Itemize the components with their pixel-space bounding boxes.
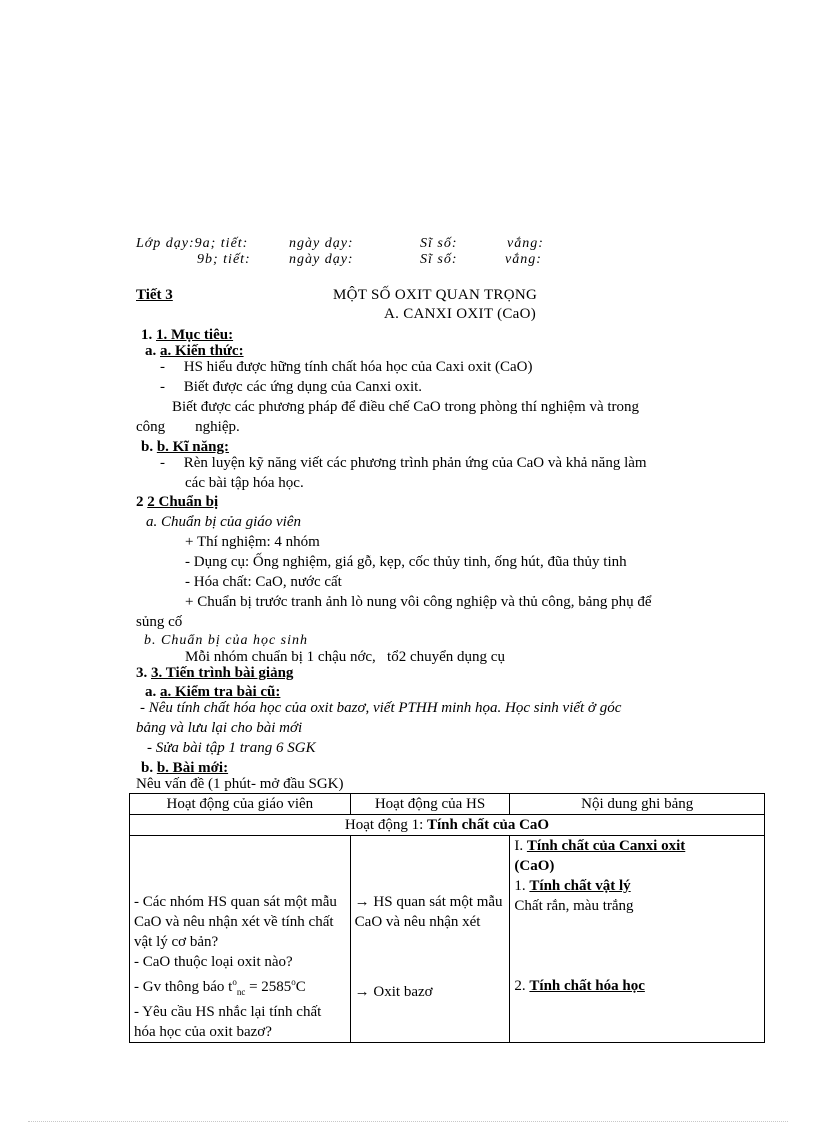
col-header-student: Hoạt động của HS	[350, 794, 510, 815]
skills-text-1: Rèn luyện kỹ năng viết các phương trình phản ứng của CaO và khả năng làm	[183, 455, 647, 471]
teacher-line: - Các nhóm HS quan sát một mẫu CaO và nêu nhận xét về tính chất vật lý cơ bản?	[134, 894, 337, 950]
board-chem	[514, 976, 760, 996]
teacher-prep-cont: sủng cố	[136, 614, 183, 630]
header-class-1: Lớp dạy:9a; tiết:	[136, 236, 249, 251]
process-heading-text: 3. Tiến trình bài giảng	[151, 665, 294, 681]
teacher-line: - Yêu cầu HS nhắc lại tính chất hóa học của oxit bazơ?	[134, 1004, 322, 1040]
page-bottom-divider	[28, 1121, 788, 1122]
header-absent-1: vắng:	[507, 236, 544, 251]
gv-sub: nc	[236, 987, 246, 997]
activity-prefix: Hoạt động 1:	[344, 817, 427, 833]
lesson-period: Tiết 3	[136, 287, 173, 303]
student-line: → HS quan sát một mẫu CaO và nêu nhận xét	[354, 894, 503, 930]
gv-prefix: - Gv thông báo t	[134, 979, 233, 995]
teacher-prep-item: + Thí nghiệm: 4 nhóm	[185, 534, 320, 550]
lesson-subtitle: A. CANXI OXIT (CaO)	[384, 306, 537, 322]
board-phys	[514, 876, 760, 896]
skills-heading: b. b. Kĩ năng:	[141, 439, 229, 455]
board-heading-num: I.	[514, 838, 527, 854]
activity-row	[130, 815, 765, 836]
student-prep-text: Mỗi nhóm chuẩn bị 1 chậu nớc, tổ2 chuyển dụng cụ	[185, 649, 505, 665]
knowledge-para-1: Biết được các phương pháp để điều chế CaO trong phòng thí nghiệm và trong	[172, 399, 640, 415]
board-heading	[514, 836, 760, 856]
prep-heading: 2 2 Chuẩn bị	[136, 494, 219, 510]
student-cell	[350, 836, 510, 1043]
activity-title: Tính chất của CaO	[426, 817, 550, 833]
skills-text-2: các bài tập hóa học.	[185, 475, 304, 491]
teacher-prep-item: - Hóa chất: CaO, nước cất	[185, 574, 342, 590]
teacher-cell	[130, 836, 351, 1043]
teacher-prep-heading: a. Chuẩn bị của giáo viên	[146, 514, 301, 530]
teacher-prep-item: + Chuẩn bị trước tranh ảnh lò nung vôi công nghiệp và thủ công, bảng phụ để	[185, 594, 652, 610]
board-phys-desc: Chất rắn, màu trắng	[514, 898, 634, 914]
board-chem-text: Tính chất hóa học	[529, 978, 645, 994]
knowledge-heading-text: a. Kiến thức:	[160, 343, 244, 359]
header-class-2: 9b; tiết:	[197, 252, 251, 267]
knowledge-para-2: công nghiệp.	[136, 419, 240, 435]
check-text-1: - Nêu tính chất hóa học của oxit bazơ, viết PTHH minh họa. Học sinh viết ở góc	[140, 700, 622, 716]
header-date-1: ngày dạy:	[289, 236, 354, 251]
student-prep-heading: b. Chuẩn bị của học sinh	[144, 633, 308, 648]
board-chem-num: 2.	[514, 978, 530, 994]
skills-heading-text: b. Kĩ năng:	[156, 439, 229, 455]
teacher-prep-item: - Dụng cụ: Ống nghiệm, giá gỗ, kẹp, cốc thủy tinh, ống hút, đũa thủy tinh	[185, 554, 627, 570]
student-line: → Oxit bazơ	[354, 984, 433, 1000]
header-count-1: Sĩ số:	[420, 236, 458, 251]
header-absent-2: vắng:	[505, 252, 542, 267]
knowledge-item-text: HS hiểu được hững tính chất hóa học của Caxi oxit (CaO)	[183, 359, 533, 375]
col-header-teacher: Hoạt động của giáo viên	[130, 794, 351, 815]
check-heading: a. a. Kiểm tra bài cũ:	[145, 684, 281, 700]
board-phys-text: Tính chất vật lý	[529, 878, 631, 894]
new-lesson-heading-text: b. Bài mới:	[156, 760, 229, 776]
teacher-gv-line: - Gv thông báo $t^o_{nc} = 2585^oC$	[134, 977, 306, 997]
gv-unit: C	[295, 979, 306, 995]
lesson-table	[129, 793, 765, 1043]
check-text-2: bảng và lưu lại cho bài mới	[136, 720, 303, 736]
teacher-line: - CaO thuộc loại oxit nào?	[134, 954, 293, 970]
new-lesson-heading: b. b. Bài mới:	[141, 760, 229, 776]
knowledge-heading: a. a. Kiến thức:	[145, 343, 244, 359]
skills-item: - Rèn luyện kỹ năng viết các phương trình phản ứng của CaO và khả năng làm	[160, 455, 647, 471]
board-heading-2: (CaO)	[514, 858, 555, 874]
objectives-heading: 1. 1. Mục tiêu:	[141, 327, 234, 343]
lesson-title: MỘT SỐ OXIT QUAN TRỌNG	[333, 287, 538, 303]
board-heading-text: Tính chất của Canxi oxit	[526, 838, 686, 854]
knowledge-item: - HS hiểu được hững tính chất hóa học của Caxi oxit (CaO)	[160, 359, 533, 375]
check-text-3: - Sửa bài tập 1 trang 6 SGK	[147, 740, 316, 756]
new-lesson-intro: Nêu vấn đề (1 phút- mở đầu SGK)	[136, 776, 344, 792]
knowledge-item-text: Biết được các ứng dụng của Canxi oxit.	[183, 379, 423, 395]
board-cell	[510, 836, 765, 1043]
gv-value: = 2585	[249, 979, 292, 995]
board-phys-num: 1.	[514, 878, 530, 894]
objectives-heading-text: 1. Mục tiêu:	[156, 327, 234, 343]
header-date-2: ngày dạy:	[289, 252, 354, 267]
prep-heading-text: 2 Chuẩn bị	[147, 494, 219, 510]
col-header-board: Nội dung ghi bảng	[510, 794, 765, 815]
knowledge-item: - Biết được các ứng dụng của Canxi oxit.	[160, 379, 423, 395]
process-heading: 3. 3. Tiến trình bài giảng	[136, 665, 294, 681]
check-heading-text: a. Kiểm tra bài cũ:	[160, 684, 281, 700]
header-count-2: Sĩ số:	[420, 252, 458, 267]
